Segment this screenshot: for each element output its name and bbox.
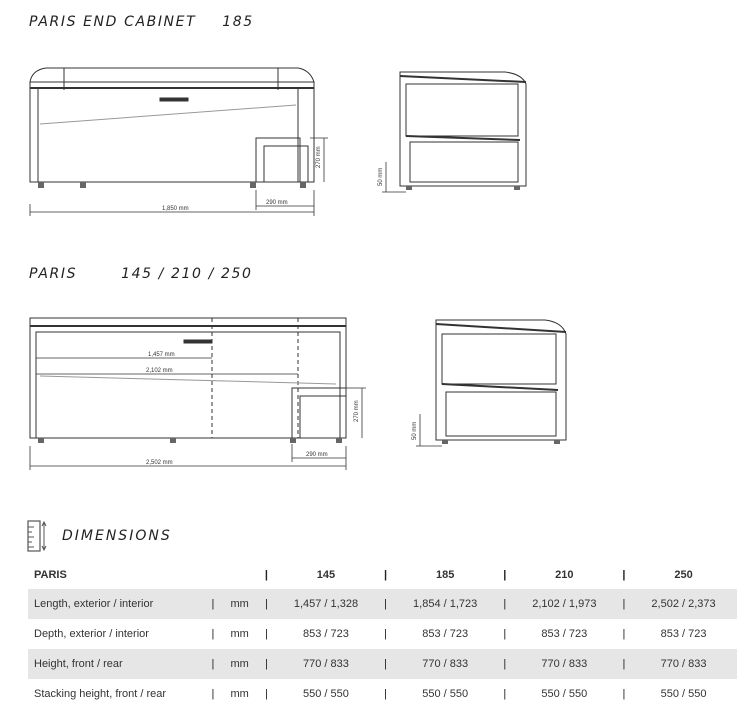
drawing1-foot-height-label: 50 mm — [378, 167, 384, 186]
row-unit: mm — [230, 628, 249, 640]
ruler-icon — [26, 520, 48, 552]
drawing2-interior2-label: 2,102 mm — [146, 368, 173, 374]
separator: | — [503, 569, 507, 581]
drawing2-length-label: 2,502 mm — [146, 460, 173, 466]
separator: | — [211, 688, 215, 700]
separator: | — [260, 589, 272, 619]
table-row — [28, 589, 737, 619]
cell-value: 550 / 550 — [422, 688, 469, 700]
separator: | — [264, 688, 268, 700]
cell-value: 853 / 723 — [422, 628, 469, 640]
cell-value: 2,502 / 2,373 — [630, 589, 737, 619]
separator: | — [379, 589, 391, 619]
col-header-185: 185 — [435, 569, 455, 581]
separator: | — [618, 589, 630, 619]
cell-value: 770 / 833 — [273, 649, 380, 679]
dimensions-heading — [26, 520, 172, 552]
cell-value: 1,457 / 1,328 — [273, 589, 380, 619]
paris-side-drawing — [416, 320, 566, 446]
drawing2-step-height-label: 270 mm — [354, 400, 360, 422]
separator: | — [384, 628, 387, 640]
end-cabinet-front-drawing — [30, 68, 328, 216]
row-unit: mm — [219, 649, 260, 679]
cell-value: 770 / 833 — [392, 649, 499, 679]
separator: | — [622, 688, 626, 700]
drawing2-step-width-label: 290 mm — [306, 452, 328, 458]
row-unit: mm — [219, 589, 260, 619]
row-unit: mm — [230, 688, 249, 700]
table-header-row — [28, 561, 737, 589]
cell-value: 853 / 723 — [660, 628, 707, 640]
row-label: Depth, exterior / interior — [34, 628, 149, 640]
separator: | — [503, 688, 507, 700]
cell-value: 550 / 550 — [660, 688, 707, 700]
col-header-145: 145 — [316, 569, 336, 581]
cell-value: 770 / 833 — [630, 649, 737, 679]
separator: | — [384, 688, 387, 700]
cell-value: 853 / 723 — [541, 628, 588, 640]
drawing1-step-height-label: 270 mm — [316, 146, 322, 168]
cell-value: 550 / 550 — [303, 688, 349, 700]
separator: | — [207, 649, 219, 679]
separator: | — [503, 628, 507, 640]
separator: | — [618, 649, 630, 679]
separator: | — [207, 589, 219, 619]
end-cabinet-model: 185 — [222, 14, 254, 30]
row-label: Height, front / rear — [28, 649, 207, 679]
separator: | — [260, 649, 272, 679]
table-row — [28, 619, 737, 649]
separator: | — [622, 628, 626, 640]
cell-value: 853 / 723 — [303, 628, 349, 640]
row-label: Length, exterior / interior — [28, 589, 207, 619]
col-header-250: 250 — [674, 569, 693, 581]
separator: | — [211, 628, 215, 640]
separator: | — [379, 649, 391, 679]
separator: | — [264, 628, 268, 640]
end-cabinet-side-drawing — [382, 72, 526, 192]
separator: | — [499, 589, 511, 619]
drawing2-interior1-label: 1,457 mm — [148, 352, 175, 358]
separator: | — [264, 569, 268, 581]
cell-value: 2,102 / 1,973 — [511, 589, 618, 619]
row-label: Stacking height, front / rear — [34, 688, 167, 700]
dimensions-table — [28, 561, 737, 709]
drawing1-step-width-label: 290 mm — [266, 200, 288, 206]
table-header-label: PARIS — [34, 569, 67, 581]
paris-front-drawing — [30, 318, 366, 470]
separator: | — [384, 569, 388, 581]
cell-value: 770 / 833 — [511, 649, 618, 679]
dimensions-heading-text: DIMENSIONS — [62, 528, 172, 544]
cell-value: 1,854 / 1,723 — [392, 589, 499, 619]
col-header-210: 210 — [555, 569, 574, 581]
paris-title-text: PARIS — [29, 266, 78, 282]
separator: | — [622, 569, 626, 581]
cell-value: 550 / 550 — [541, 688, 588, 700]
drawing1-length-label: 1,850 mm — [162, 206, 189, 212]
end-cabinet-title-text: PARIS END CABINET — [29, 14, 197, 30]
table-row — [28, 679, 737, 709]
separator: | — [499, 649, 511, 679]
drawing2-foot-height-label: 50 mm — [412, 421, 418, 440]
paris-models: 145 / 210 / 250 — [121, 266, 253, 282]
table-row — [28, 649, 737, 679]
